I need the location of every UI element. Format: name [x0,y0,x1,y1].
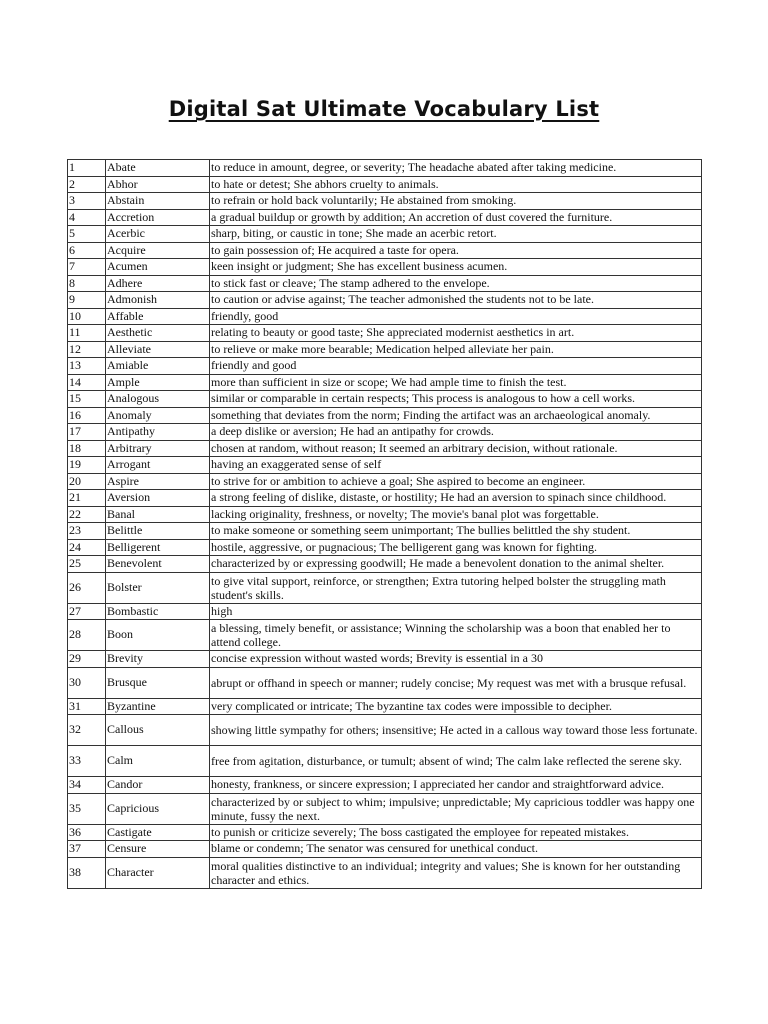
table-row [68,374,702,391]
table-row [68,793,702,824]
table-row [68,603,702,620]
entry-word: Arrogant [106,457,210,474]
entry-definition: more than sufficient in size or scope; We had ample time to finish the test. [210,374,702,391]
entry-definition: chosen at random, without reason; It seemed an arbitrary decision, without rationale. [210,440,702,457]
entry-number: 35 [68,793,106,824]
vocabulary-table-body [68,160,702,889]
entry-definition: a blessing, timely benefit, or assistance; Winning the scholarship was a boon that enabled her to attend college. [210,620,702,651]
entry-number: 9 [68,292,106,309]
entry-definition: to reduce in amount, degree, or severity; The headache abated after taking medicine. [210,160,702,177]
entry-number: 16 [68,407,106,424]
table-row [68,176,702,193]
entry-number: 4 [68,209,106,226]
entry-word: Boon [106,620,210,651]
table-row [68,651,702,668]
table-row [68,193,702,210]
entry-word: Character [106,857,210,888]
entry-word: Censure [106,841,210,858]
entry-word: Benevolent [106,556,210,573]
entry-number: 15 [68,391,106,408]
entry-number: 38 [68,857,106,888]
entry-word: Amiable [106,358,210,375]
entry-number: 30 [68,667,106,698]
entry-definition: honesty, frankness, or sincere expression; I appreciated her candor and straightforward advice. [210,777,702,794]
table-row [68,539,702,556]
entry-definition: characterized by or subject to whim; impulsive; unpredictable; My capricious toddler was happy one minute, fussy the next. [210,793,702,824]
entry-word: Arbitrary [106,440,210,457]
entry-number: 29 [68,651,106,668]
entry-definition: keen insight or judgment; She has excellent business acumen. [210,259,702,276]
entry-number: 33 [68,746,106,777]
entry-word: Aesthetic [106,325,210,342]
entry-definition: abrupt or offhand in speech or manner; rudely concise; My request was met with a brusque refusal. [210,667,702,698]
table-row [68,777,702,794]
table-row [68,259,702,276]
entry-definition: similar or comparable in certain respects; This process is analogous to how a cell works. [210,391,702,408]
table-row [68,620,702,651]
entry-number: 22 [68,506,106,523]
entry-number: 27 [68,603,106,620]
entry-definition: having an exaggerated sense of self [210,457,702,474]
entry-word: Banal [106,506,210,523]
entry-number: 1 [68,160,106,177]
entry-word: Abate [106,160,210,177]
entry-definition: sharp, biting, or caustic in tone; She made an acerbic retort. [210,226,702,243]
table-row [68,242,702,259]
entry-number: 2 [68,176,106,193]
entry-word: Abhor [106,176,210,193]
table-row [68,746,702,777]
entry-definition: to make someone or something seem unimportant; The bullies belittled the shy student. [210,523,702,540]
entry-number: 31 [68,698,106,715]
entry-number: 11 [68,325,106,342]
table-row [68,424,702,441]
entry-definition: lacking originality, freshness, or novelty; The movie's banal plot was forgettable. [210,506,702,523]
table-row [68,698,702,715]
entry-definition: to relieve or make more bearable; Medication helped alleviate her pain. [210,341,702,358]
entry-number: 25 [68,556,106,573]
entry-number: 17 [68,424,106,441]
entry-number: 28 [68,620,106,651]
table-row [68,440,702,457]
entry-definition: a gradual buildup or growth by addition; An accretion of dust covered the furniture. [210,209,702,226]
entry-word: Candor [106,777,210,794]
entry-definition: to stick fast or cleave; The stamp adhered to the envelope. [210,275,702,292]
table-row [68,160,702,177]
entry-number: 23 [68,523,106,540]
entry-word: Belittle [106,523,210,540]
entry-word: Aversion [106,490,210,507]
entry-number: 12 [68,341,106,358]
table-row [68,226,702,243]
entry-number: 24 [68,539,106,556]
table-row [68,457,702,474]
entry-number: 36 [68,824,106,841]
entry-definition: a strong feeling of dislike, distaste, or hostility; He had an aversion to spinach since childhood. [210,490,702,507]
entry-number: 13 [68,358,106,375]
table-row [68,391,702,408]
entry-number: 10 [68,308,106,325]
entry-definition: characterized by or expressing goodwill; He made a benevolent donation to the animal shelter. [210,556,702,573]
entry-word: Callous [106,715,210,746]
entry-number: 7 [68,259,106,276]
vocabulary-table [67,159,702,889]
entry-definition: relating to beauty or good taste; She appreciated modernist aesthetics in art. [210,325,702,342]
entry-number: 37 [68,841,106,858]
entry-number: 21 [68,490,106,507]
table-row [68,209,702,226]
table-row [68,506,702,523]
entry-word: Calm [106,746,210,777]
entry-word: Admonish [106,292,210,309]
entry-number: 5 [68,226,106,243]
entry-word: Bolster [106,572,210,603]
entry-word: Bombastic [106,603,210,620]
table-row [68,715,702,746]
entry-word: Abstain [106,193,210,210]
entry-number: 34 [68,777,106,794]
entry-number: 8 [68,275,106,292]
entry-word: Anomaly [106,407,210,424]
page-title: Digital Sat Ultimate Vocabulary List [168,97,600,121]
entry-definition: friendly and good [210,358,702,375]
entry-definition: to punish or criticize severely; The boss castigated the employee for repeated mistakes. [210,824,702,841]
table-row [68,407,702,424]
entry-definition: showing little sympathy for others; insensitive; He acted in a callous way toward those less fortunate. [210,715,702,746]
entry-definition: to refrain or hold back voluntarily; He abstained from smoking. [210,193,702,210]
entry-definition: something that deviates from the norm; Finding the artifact was an archaeological anomaly. [210,407,702,424]
table-row [68,572,702,603]
entry-word: Acquire [106,242,210,259]
entry-word: Ample [106,374,210,391]
table-row [68,667,702,698]
entry-word: Accretion [106,209,210,226]
entry-word: Alleviate [106,341,210,358]
entry-definition: high [210,603,702,620]
entry-word: Acumen [106,259,210,276]
table-row [68,523,702,540]
entry-word: Belligerent [106,539,210,556]
entry-number: 3 [68,193,106,210]
table-row [68,275,702,292]
entry-number: 32 [68,715,106,746]
entry-word: Analogous [106,391,210,408]
entry-number: 6 [68,242,106,259]
entry-definition: blame or condemn; The senator was censured for unethical conduct. [210,841,702,858]
table-row [68,841,702,858]
entry-definition: to gain possession of; He acquired a taste for opera. [210,242,702,259]
entry-word: Capricious [106,793,210,824]
entry-definition: to give vital support, reinforce, or strengthen; Extra tutoring helped bolster the struggling math student's skills. [210,572,702,603]
entry-definition: to hate or detest; She abhors cruelty to animals. [210,176,702,193]
entry-number: 14 [68,374,106,391]
entry-definition: to caution or advise against; The teacher admonished the students not to be late. [210,292,702,309]
entry-definition: hostile, aggressive, or pugnacious; The belligerent gang was known for fighting. [210,539,702,556]
entry-definition: friendly, good [210,308,702,325]
entry-definition: a deep dislike or aversion; He had an antipathy for crowds. [210,424,702,441]
table-row [68,292,702,309]
entry-word: Acerbic [106,226,210,243]
table-row [68,857,702,888]
table-row [68,325,702,342]
entry-word: Adhere [106,275,210,292]
table-row [68,341,702,358]
entry-definition: very complicated or intricate; The byzantine tax codes were impossible to decipher. [210,698,702,715]
entry-number: 20 [68,473,106,490]
entry-word: Brusque [106,667,210,698]
entry-number: 19 [68,457,106,474]
entry-number: 18 [68,440,106,457]
table-row [68,824,702,841]
entry-word: Affable [106,308,210,325]
table-row [68,358,702,375]
table-row [68,308,702,325]
table-row [68,473,702,490]
entry-word: Aspire [106,473,210,490]
table-row [68,490,702,507]
entry-definition: concise expression without wasted words; Brevity is essential in a 30 [210,651,702,668]
entry-word: Antipathy [106,424,210,441]
entry-definition: to strive for or ambition to achieve a goal; She aspired to become an engineer. [210,473,702,490]
entry-definition: free from agitation, disturbance, or tumult; absent of wind; The calm lake reflected the serene sky. [210,746,702,777]
entry-word: Byzantine [106,698,210,715]
entry-word: Castigate [106,824,210,841]
entry-word: Brevity [106,651,210,668]
entry-definition: moral qualities distinctive to an individual; integrity and values; She is known for her outstanding character and ethics. [210,857,702,888]
entry-number: 26 [68,572,106,603]
table-row [68,556,702,573]
